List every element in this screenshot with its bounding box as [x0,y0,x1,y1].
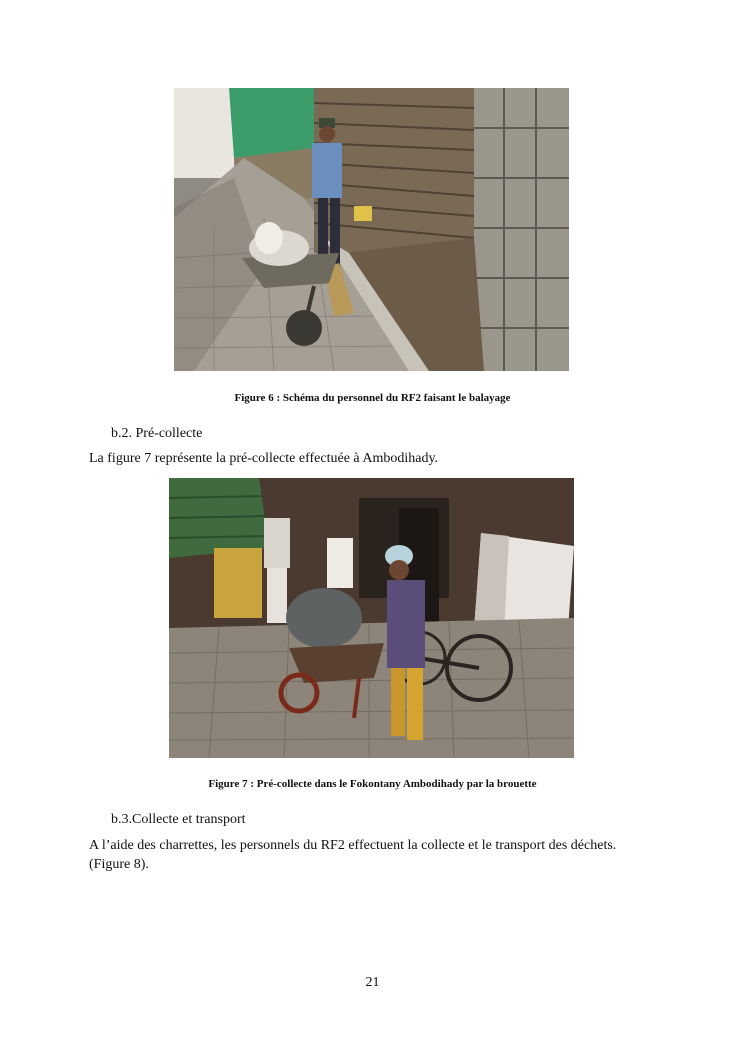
section-b2-text: La figure 7 représente la pré-collecte effectuée à Ambodihady. [89,451,439,466]
figure-6-photo [174,88,569,371]
section-b2-heading: b.2. Pré-collecte [111,426,203,441]
figure-6-caption: Figure 6 : Schéma du personnel du RF2 faisant le balayage [234,392,511,404]
page-number: 21 [365,975,380,990]
section-b3-text-line-1: A l’aide des charrettes, les personnels du RF2 effectuent la collecte et le transport des déchets. [89,838,617,853]
section-b3-text-line-2: (Figure 8). [89,857,149,872]
figure-7-caption: Figure 7 : Pré-collecte dans le Fokontany Ambodihady par la brouette [208,778,537,790]
figure-7-photo [169,478,574,758]
section-b3-heading: b.3.Collecte et transport [111,812,246,827]
